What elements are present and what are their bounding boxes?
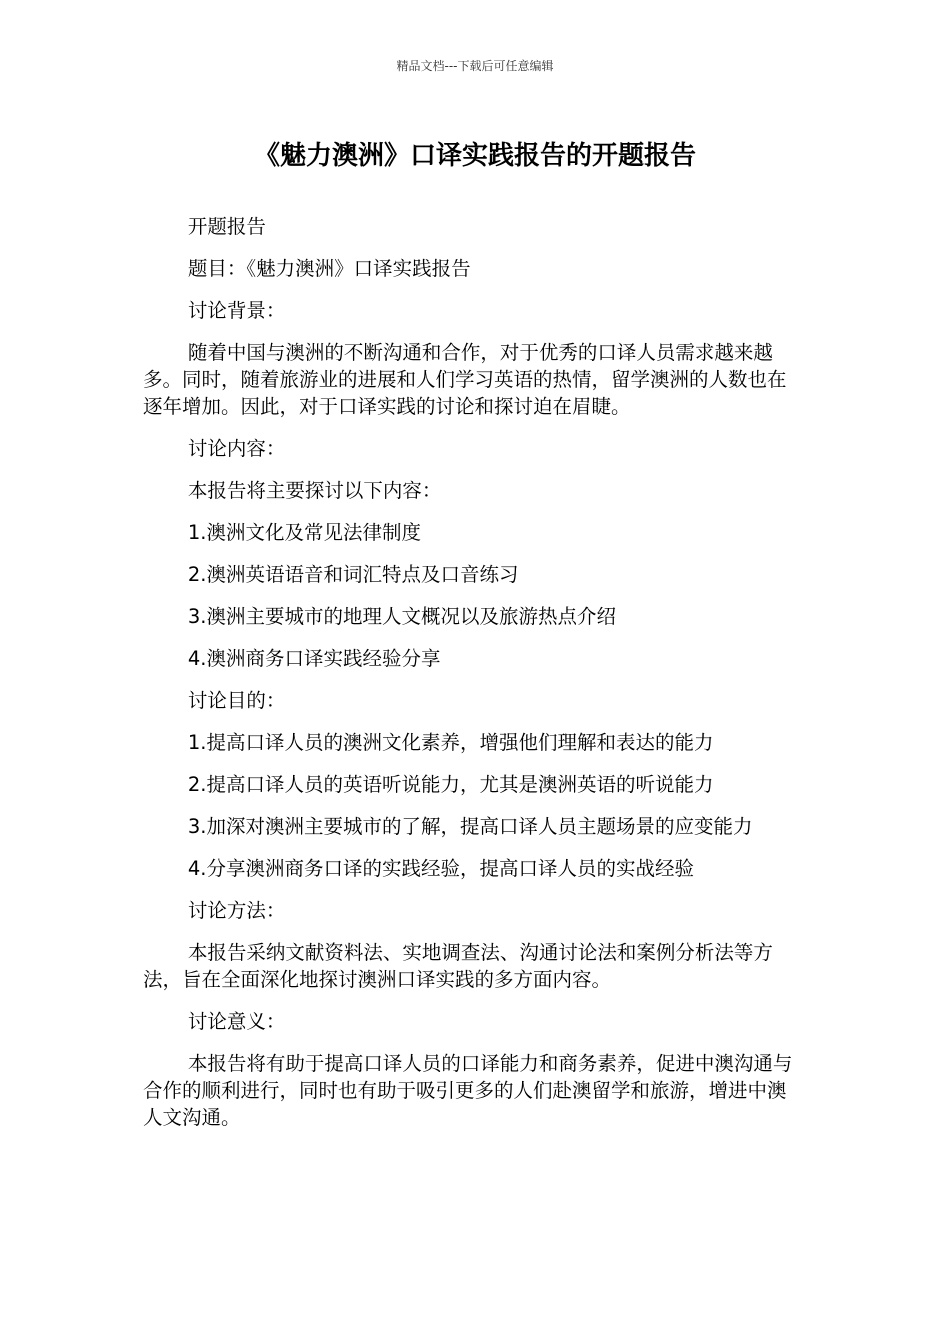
heading-background: 讨论背景： — [187, 299, 286, 322]
paragraph-report-label: 开题报告 — [187, 215, 266, 238]
list-item-content-3: 3.澳洲主要城市的地理人文概况以及旅游热点介绍 — [187, 605, 616, 628]
paragraph-method: 本报告采纳文献资料法、实地调查法、沟通讨论法和案例分析法等方法，旨在全面深化地探讨澳洲口译实践的多方面内容。 — [143, 941, 773, 991]
paragraph-significance: 本报告将有助于提高口译人员的口译能力和商务素养，促进中澳沟通与合作的顺利进行，同时也有助于吸引更多的人们赴澳留学和旅游，增进中澳人文沟通。 — [143, 1052, 793, 1129]
list-item-purpose-3: 3.加深对澳洲主要城市的了解，提高口译人员主题场景的应变能力 — [187, 815, 753, 838]
list-item-content-2: 2.澳洲英语语音和词汇特点及口音练习 — [187, 563, 519, 586]
list-item-purpose-2: 2.提高口译人员的英语听说能力，尤其是澳洲英语的听说能力 — [187, 773, 714, 796]
paragraph-background: 随着中国与澳洲的不断沟通和合作，对于优秀的口译人员需求越来越多。同时，随着旅游业的进展和人们学习英语的热情，留学澳洲的人数也在逐年增加。因此，对于口译实践的讨论和探讨迫在眉睫。 — [143, 341, 787, 418]
paragraph-content-intro: 本报告将主要探讨以下内容： — [187, 479, 442, 502]
paragraph-topic: 题目：《魅力澳洲》口译实践报告 — [187, 257, 471, 280]
list-item-content-1: 1.澳洲文化及常见法律制度 — [187, 521, 421, 544]
document-body — [143, 213, 793, 1146]
heading-method: 讨论方法： — [187, 899, 286, 922]
header-note: 精品文档---下载后可任意编辑 — [396, 59, 554, 73]
list-item-purpose-4: 4.分享澳洲商务口译的实践经验，提高口译人员的实战经验 — [187, 857, 694, 880]
list-item-content-4: 4.澳洲商务口译实践经验分享 — [187, 647, 441, 670]
list-item-purpose-1: 1.提高口译人员的澳洲文化素养，增强他们理解和表达的能力 — [187, 731, 714, 754]
heading-content: 讨论内容： — [187, 437, 286, 460]
document-title: 《魅力澳洲》口译实践报告的开题报告 — [253, 141, 696, 171]
heading-significance: 讨论意义： — [187, 1010, 286, 1033]
heading-purpose: 讨论目的： — [187, 689, 286, 712]
